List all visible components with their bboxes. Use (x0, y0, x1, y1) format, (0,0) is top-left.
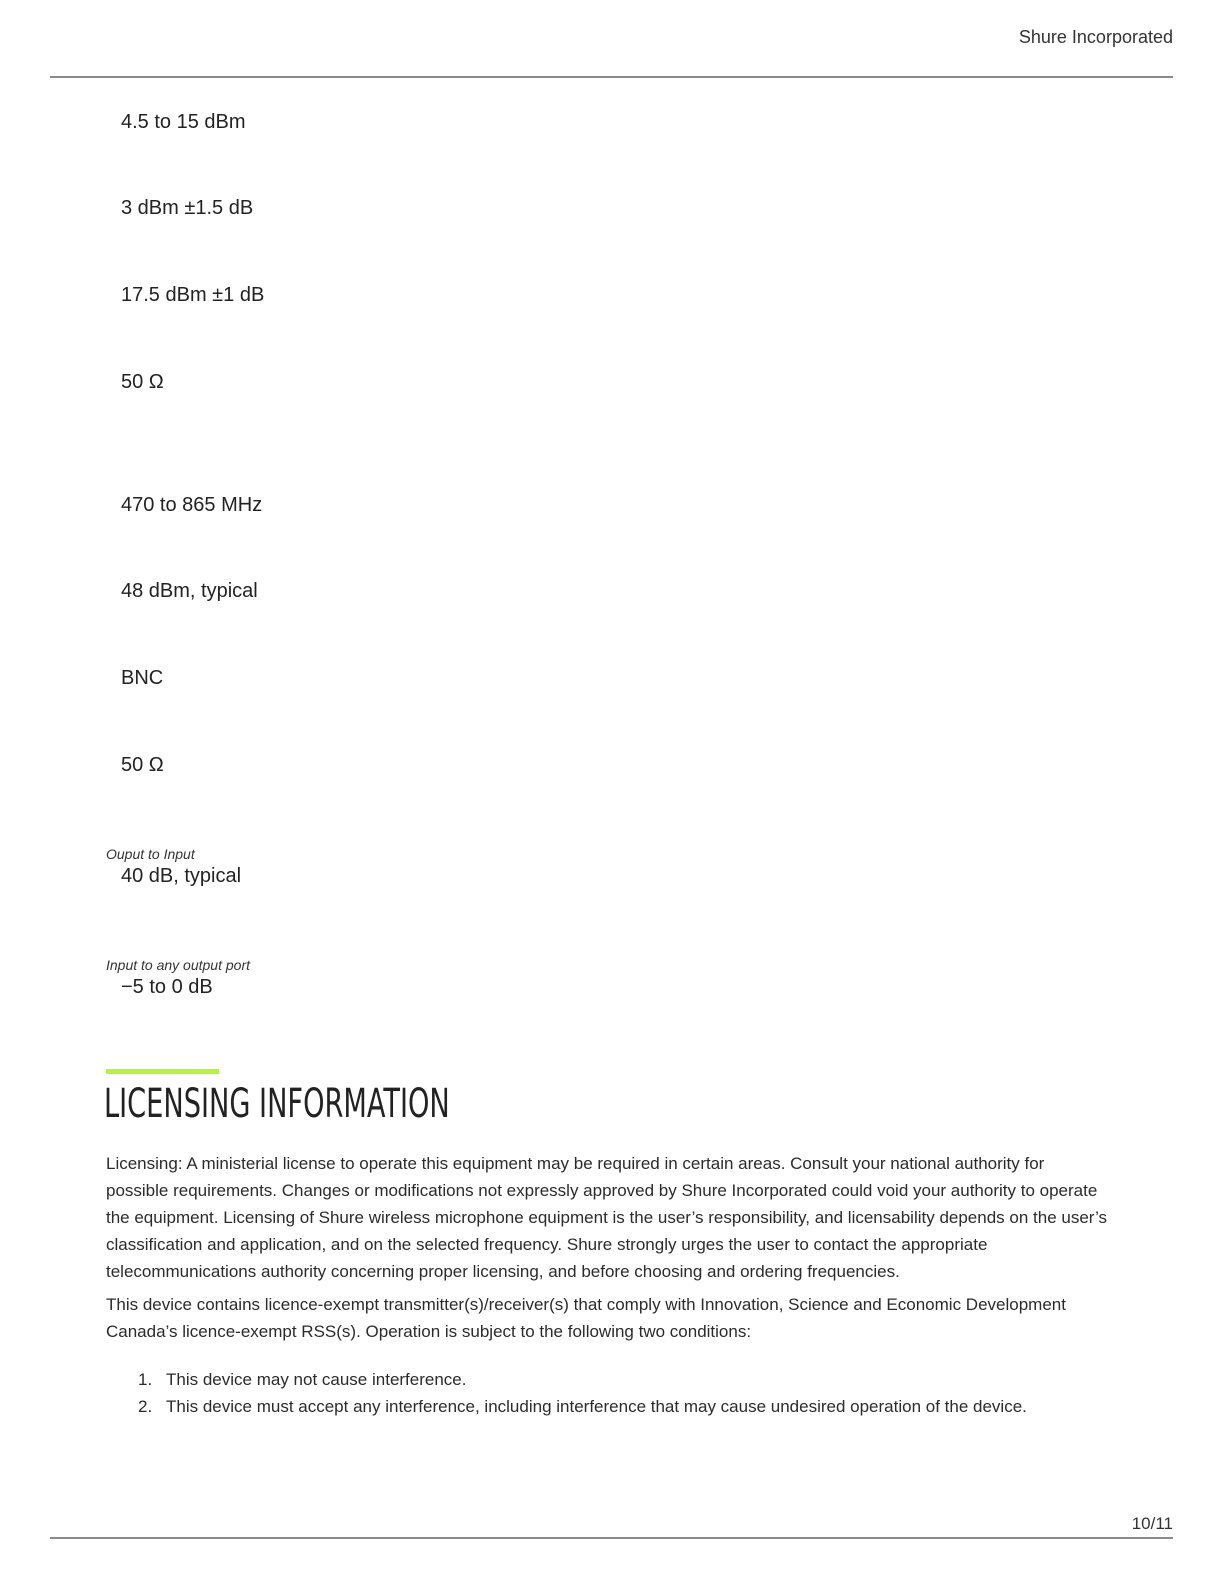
conditions-list (138, 1366, 1027, 1420)
list-item-text: This device may not cause interference. (166, 1370, 467, 1389)
ised-paragraph: This device contains licence-exempt transmitter(s)/receiver(s) that comply with Innovation, Science and Economic Development Canada’s licence-exempt RSS(s). Operation is subject to the following two conditions: (106, 1295, 1066, 1341)
spec-value: 50 Ω (121, 754, 164, 776)
header-divider (50, 76, 1173, 78)
spec-value: 48 dBm, typical (121, 580, 258, 602)
spec-value: 40 dB, typical (121, 865, 242, 887)
licensing-paragraph: Licensing: A ministerial license to operate this equipment may be required in certain areas. Consult your national authority for possible requirements. Changes or modifications not expressly approved by Shure Incorporated could void your authority to operate the equipment. Licensing of Shure wireless microphone equipment is the user’s responsibility, and licensability depends on the user’s classification and application, and on the selected frequency. Shure strongly urges the user to contact the appropriate telecommunications authority concerning proper licensing, and before choosing and ordering frequencies. (106, 1154, 1108, 1281)
footer-divider (50, 1537, 1173, 1539)
list-item-number: 2. (138, 1397, 153, 1416)
list-item (138, 1366, 1027, 1393)
spec-value: 3 dBm ±1.5 dB (121, 197, 254, 219)
company-name: Shure Incorporated (1018, 27, 1173, 47)
spec-value: 50 Ω (121, 371, 164, 393)
spec-sublabel: Ouput to Input (106, 846, 195, 862)
list-item-text: This device must accept any interference, including interference that may cause undesired operation of the device. (166, 1397, 1027, 1416)
spec-value: 17.5 dBm ±1 dB (121, 284, 265, 306)
spec-value: 4.5 to 15 dBm (121, 111, 246, 133)
spec-value: BNC (121, 667, 164, 689)
spec-value: 470 to 865 MHz (121, 494, 263, 516)
list-item (138, 1393, 1027, 1420)
section-title: LICENSING INFORMATION (104, 1081, 450, 1127)
page-number: 10/11 (1131, 1514, 1173, 1533)
spec-sublabel: Input to any output port (106, 957, 250, 973)
spec-value: −5 to 0 dB (121, 976, 213, 998)
list-item-number: 1. (138, 1370, 153, 1389)
section-accent-bar (106, 1069, 219, 1074)
